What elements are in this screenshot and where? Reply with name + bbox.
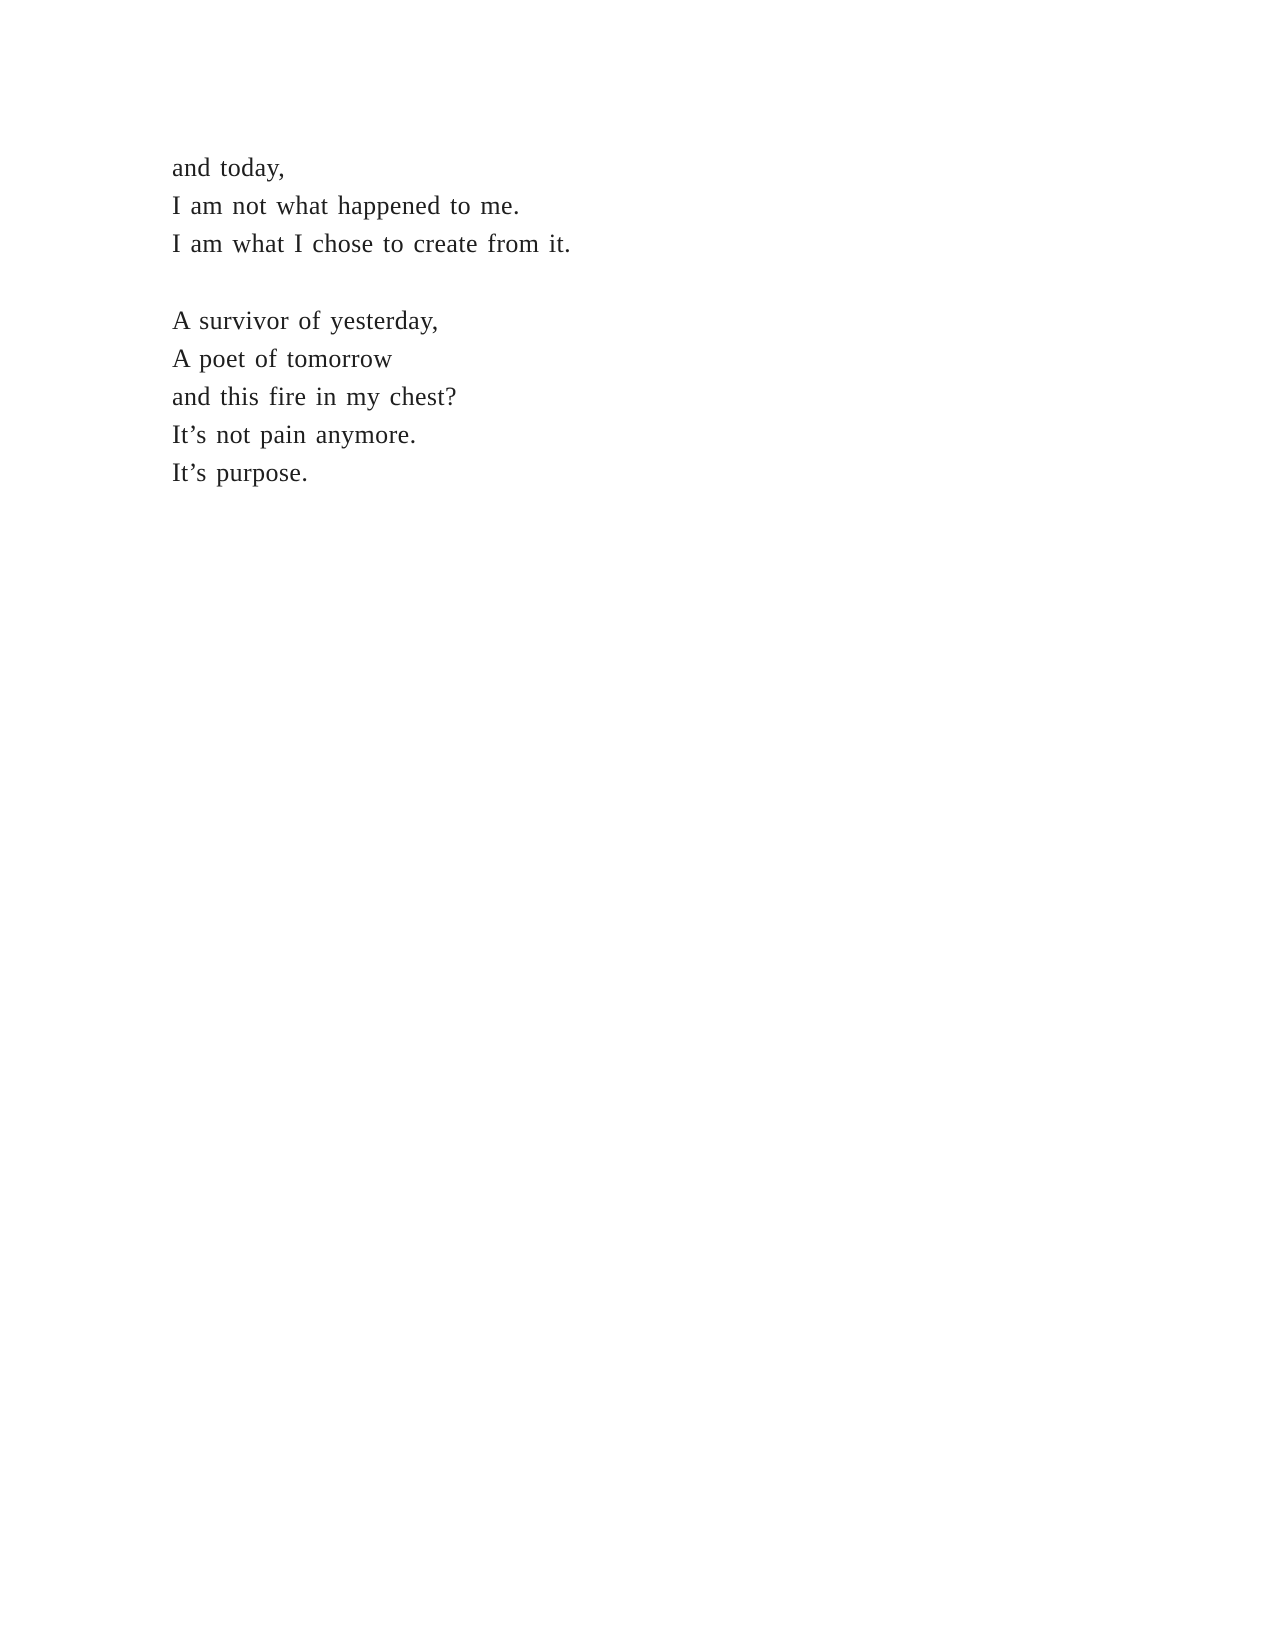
poem-line: I am what I chose to create from it. [172,229,571,258]
poem-line: A poet of tomorrow [172,344,393,373]
poem-line: A survivor of yesterday, [172,306,439,335]
poem-line: It’s purpose. [172,458,309,487]
poem-line: It’s not pain anymore. [172,420,417,449]
poem-line: I am not what happened to me. [172,191,520,220]
poem-stanza-2 [172,302,571,492]
poem-line: and this fire in my chest? [172,382,457,411]
poem-line: and today, [172,153,286,182]
poem-stanza-1 [172,149,571,263]
poem-text-block [172,149,571,492]
